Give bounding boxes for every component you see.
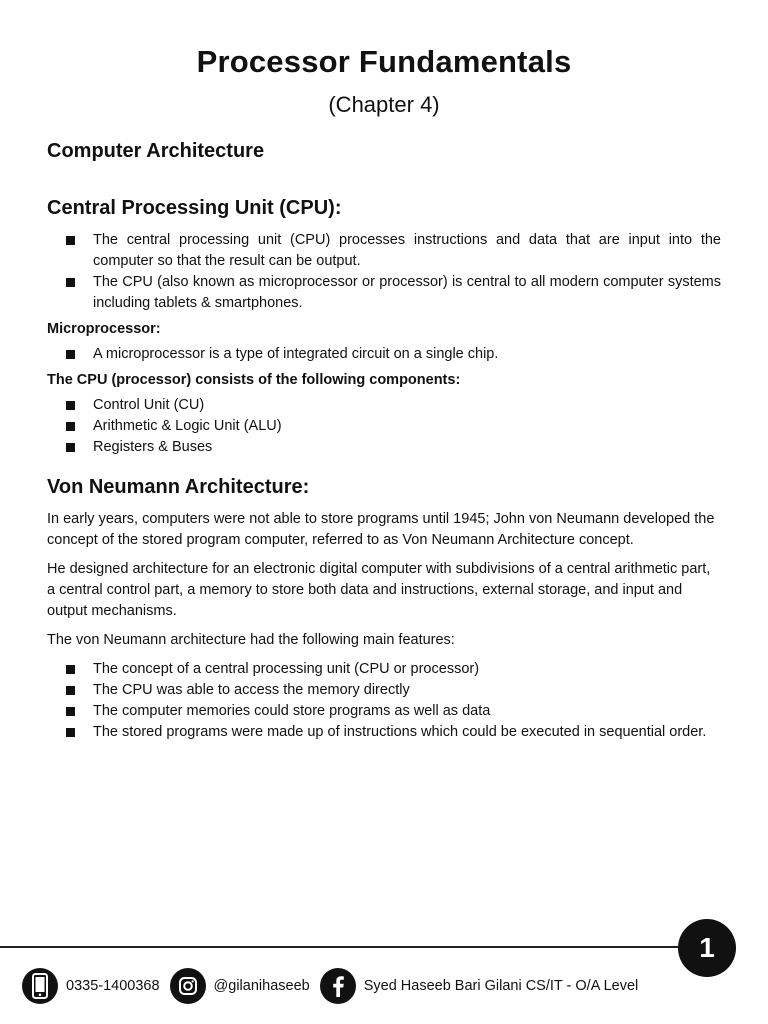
list-item [47, 659, 721, 680]
list-item [47, 395, 721, 416]
square-bullet-icon [66, 350, 75, 359]
paragraph: In early years, computers were not able to store programs until 1945; John von Neumann developed the concept of the stored program computer, referred to as Von Neumann Architecture concept. [47, 511, 715, 548]
square-bullet-icon [66, 401, 75, 410]
list-item [47, 416, 721, 437]
cpu-bullet-list [47, 230, 721, 314]
instagram-icon [170, 968, 206, 1004]
list-item [47, 680, 721, 701]
square-bullet-icon [66, 728, 75, 737]
chapter-subtitle: (Chapter 4) [328, 92, 440, 117]
paragraph: He designed architecture for an electronic digital computer with subdivisions of a central arithmetic part, a central control part, a memory to store both data and instructions, external storage, and input and output mechanisms. [47, 561, 711, 619]
footer-instagram-handle: @gilanihaseeb [213, 978, 310, 994]
list-item-text: Arithmetic & Logic Unit (ALU) [93, 418, 282, 434]
footer [22, 966, 722, 1006]
phone-icon [22, 968, 58, 1004]
von-neumann-bullet-list [47, 659, 721, 743]
square-bullet-icon [66, 236, 75, 245]
microprocessor-heading: Microprocessor: [47, 321, 161, 337]
square-bullet-icon [66, 665, 75, 674]
list-item-text: The CPU was able to access the memory directly [93, 682, 410, 698]
list-item [47, 437, 721, 458]
list-item-text: The computer memories could store programs as well as data [93, 703, 491, 719]
page-number-badge: 1 [678, 919, 736, 977]
list-item [47, 344, 721, 365]
footer-author: Syed Haseeb Bari Gilani CS/IT - O/A Level [363, 978, 639, 994]
components-heading: The CPU (processor) consists of the following components: [47, 372, 461, 388]
list-item-text: Control Unit (CU) [93, 397, 205, 413]
list-item [47, 230, 721, 272]
square-bullet-icon [66, 686, 75, 695]
square-bullet-icon [66, 278, 75, 287]
list-item [47, 272, 721, 314]
cpu-heading: Central Processing Unit (CPU): [47, 197, 342, 219]
square-bullet-icon [66, 443, 75, 452]
list-item-text: Registers & Buses [93, 439, 213, 455]
list-item-text: The stored programs were made up of instructions which could be executed in sequential order. [93, 724, 707, 740]
footer-divider [0, 946, 700, 948]
list-item-text: A microprocessor is a type of integrated circuit on a single chip. [93, 346, 499, 362]
square-bullet-icon [66, 707, 75, 716]
list-item-text: The central processing unit (CPU) processes instructions and data that are input into the computer so that the result can be output. [93, 232, 721, 269]
components-bullet-list [47, 395, 721, 458]
von-neumann-heading: Von Neumann Architecture: [47, 476, 310, 498]
paragraph: The von Neumann architecture had the following main features: [47, 632, 455, 648]
list-item [47, 722, 721, 743]
footer-phone: 0335-1400368 [66, 978, 160, 994]
microprocessor-bullet-list [47, 344, 721, 365]
computer-architecture-heading: Computer Architecture [47, 140, 265, 162]
facebook-icon [320, 968, 356, 1004]
square-bullet-icon [66, 422, 75, 431]
page-title: Processor Fundamentals [196, 44, 572, 79]
list-item [47, 701, 721, 722]
list-item-text: The CPU (also known as microprocessor or processor) is central to all modern computer systems including tablets & smartphones. [93, 274, 721, 311]
document-body [47, 140, 721, 745]
list-item-text: The concept of a central processing unit (CPU or processor) [93, 661, 480, 677]
